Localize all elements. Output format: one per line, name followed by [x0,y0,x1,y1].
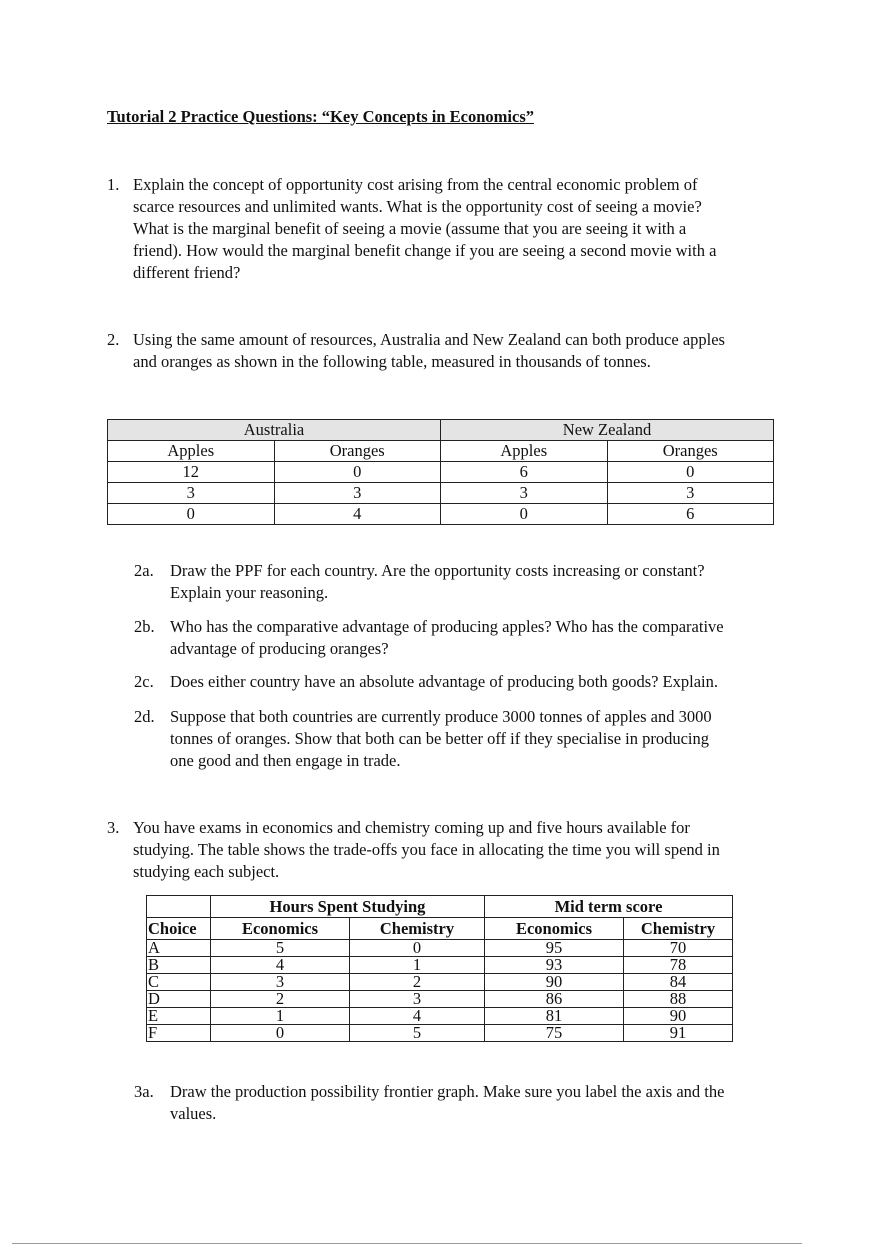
table-cell: 5 [211,940,350,957]
header-cell: Australia [108,420,441,441]
table-cell: 4 [350,1008,485,1025]
subquestion-number: 2a. [134,561,154,580]
text-line: values. [170,1104,217,1123]
subquestion-number: 2b. [134,617,155,636]
table-row [147,1008,733,1025]
header-cell: Economics [211,918,350,940]
table-cell: 91 [624,1025,733,1042]
table-row [147,991,733,1008]
table-cell: 3 [607,483,774,504]
text-line: What is the marginal benefit of seeing a movie (assume that you are seeing it with a [133,219,687,238]
header-cell: Apples [441,441,608,462]
table-header-row [147,918,733,940]
text-line: different friend? [133,263,241,282]
text-line: Using the same amount of resources, Australia and New Zealand can both produce apples [133,330,725,349]
table-cell: 86 [485,991,624,1008]
footer-divider [12,1243,802,1244]
table-cell: 3 [108,483,275,504]
subquestion-3a [134,1081,774,1125]
table-cell: 3 [441,483,608,504]
production-table [107,419,774,525]
table-cell: 0 [350,940,485,957]
table-cell: F [147,1025,211,1042]
text-line: advantage of producing oranges? [170,639,389,658]
table-cell: 4 [274,504,441,525]
question-3 [107,817,777,883]
text-line: Suppose that both countries are currently produce 3000 tonnes of apples and 3000 [170,707,712,726]
text-line: Draw the PPF for each country. Are the opportunity costs increasing or constant? [170,561,705,580]
table-row [147,940,733,957]
table-cell: 3 [350,991,485,1008]
table-cell: 81 [485,1008,624,1025]
table-cell: 1 [350,957,485,974]
text-line: You have exams in economics and chemistry coming up and five hours available for [133,818,690,837]
text-line: tonnes of oranges. Show that both can be better off if they specialise in producing [170,729,710,748]
table-cell: 84 [624,974,733,991]
table-cell: 0 [607,462,774,483]
question-2 [107,329,777,373]
table-header-row [147,896,733,918]
table-row [108,504,774,525]
subquestion-2d [134,706,774,772]
table-cell: 88 [624,991,733,1008]
table-cell: 3 [274,483,441,504]
subquestion-2a [134,560,774,604]
header-cell: Chemistry [350,918,485,940]
study-tradeoff-table [146,895,733,1042]
header-cell: New Zealand [441,420,774,441]
question-number: 2. [107,330,120,349]
table-cell: 0 [274,462,441,483]
table-cell: 95 [485,940,624,957]
question-text [133,174,777,284]
table-cell: 90 [485,974,624,991]
table-cell: 4 [211,957,350,974]
question-text [133,329,777,373]
table-cell: 1 [211,1008,350,1025]
table-cell: 3 [211,974,350,991]
table-cell: 75 [485,1025,624,1042]
text-line: Draw the production possibility frontier graph. Make sure you label the axis and the [170,1082,725,1101]
header-cell: Chemistry [624,918,733,940]
table-cell: 6 [607,504,774,525]
text-line: Who has the comparative advantage of producing apples? Who has the comparative [170,617,724,636]
table-row [108,483,774,504]
header-cell [147,896,211,918]
table-cell: 6 [441,462,608,483]
table-cell: C [147,974,211,991]
subquestion-text [170,671,774,693]
table-row [108,462,774,483]
table-cell: 70 [624,940,733,957]
subquestion-text [170,560,774,604]
table-cell: 78 [624,957,733,974]
table-cell: 5 [350,1025,485,1042]
text-line: and oranges as shown in the following table, measured in thousands of tonnes. [133,352,651,371]
text-line: Does either country have an absolute advantage of producing both goods? Explain. [170,672,719,691]
subquestion-number: 3a. [134,1082,154,1101]
question-text [133,817,777,883]
text-line: friend). How would the marginal benefit change if you are seeing a second movie with a [133,241,717,260]
table-cell: 93 [485,957,624,974]
text-line: one good and then engage in trade. [170,751,401,770]
subquestion-number: 2c. [134,672,154,691]
header-cell: Choice [147,918,211,940]
table-cell: 12 [108,462,275,483]
subquestion-2b [134,616,774,660]
table-cell: 2 [350,974,485,991]
text-line: studying. The table shows the trade-offs you face in allocating the time you will spend in [133,840,720,859]
table-cell: 90 [624,1008,733,1025]
header-cell: Apples [108,441,275,462]
text-line: Explain the concept of opportunity cost arising from the central economic problem of [133,175,698,194]
table-cell: 2 [211,991,350,1008]
subquestion-text [170,706,774,772]
question-1 [107,174,777,284]
table-row [147,974,733,991]
subquestion-text [170,616,774,660]
subquestion-number: 2d. [134,707,155,726]
table-cell: A [147,940,211,957]
subquestion-text [170,1081,774,1125]
page-title: Tutorial 2 Practice Questions: “Key Concepts in Economics” [107,107,534,126]
question-number: 1. [107,175,120,194]
text-line: Explain your reasoning. [170,583,329,602]
question-number: 3. [107,818,120,837]
table-cell: 0 [211,1025,350,1042]
header-cell: Oranges [274,441,441,462]
table-row [147,1025,733,1042]
table-cell: D [147,991,211,1008]
table-header-row [108,441,774,462]
subquestion-2c [134,671,774,693]
table-cell: B [147,957,211,974]
table-header-row [108,420,774,441]
table-cell: 0 [108,504,275,525]
table-cell: E [147,1008,211,1025]
table-row [147,957,733,974]
header-cell: Oranges [607,441,774,462]
text-line: studying each subject. [133,862,280,881]
header-cell: Mid term score [485,896,733,918]
header-cell: Economics [485,918,624,940]
text-line: scarce resources and unlimited wants. What is the opportunity cost of seeing a movie? [133,197,702,216]
table-cell: 0 [441,504,608,525]
header-cell: Hours Spent Studying [211,896,485,918]
